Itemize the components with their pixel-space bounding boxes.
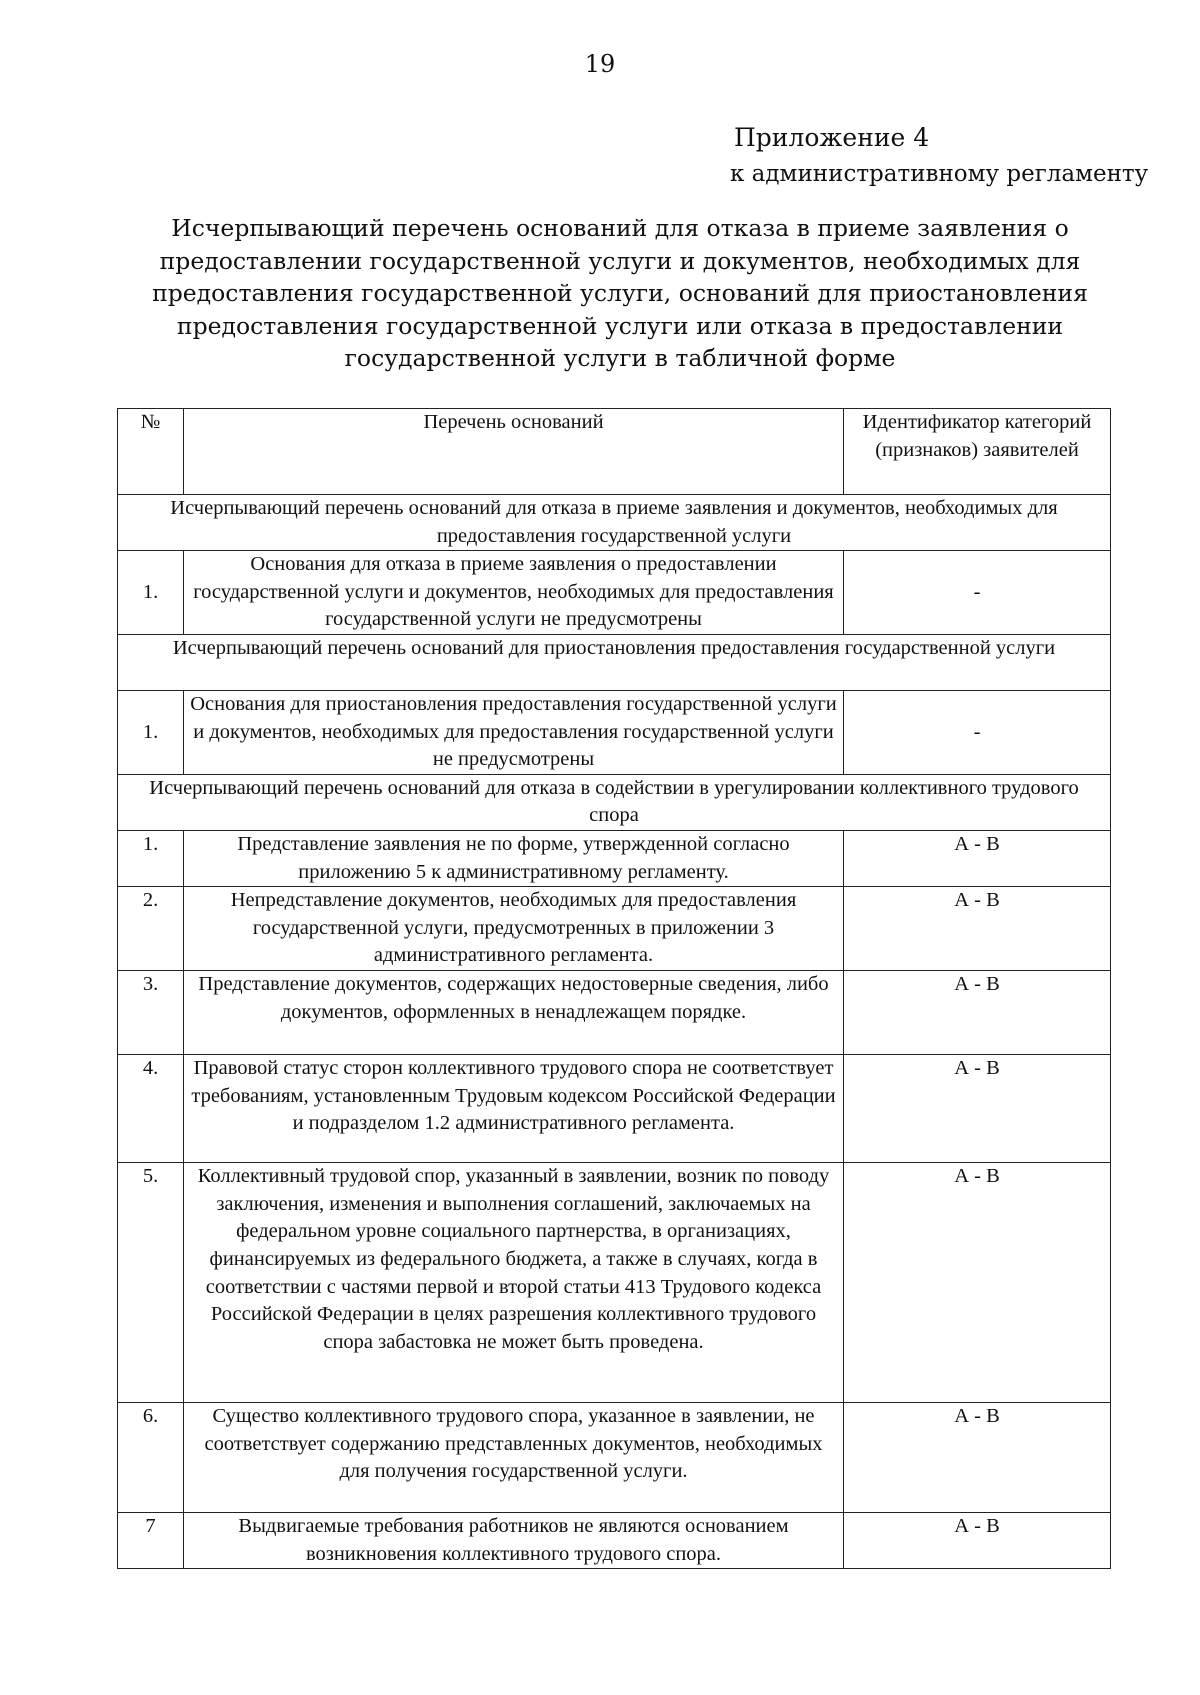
section-heading: Исчерпывающий перечень оснований для приостановления предоставления государственной услуги xyxy=(118,634,1111,690)
row-reason-text: Представление документов, содержащих недостоверные сведения, либо документов, оформленных в ненадлежащем порядке. xyxy=(184,971,844,1055)
table-row xyxy=(118,551,1111,635)
table-header-row xyxy=(118,409,1111,495)
row-applicant-identifier: А - В xyxy=(844,1163,1111,1403)
table-row xyxy=(118,1163,1111,1403)
row-applicant-identifier: А - В xyxy=(844,1055,1111,1163)
row-number: 1. xyxy=(118,551,184,635)
row-number: 2. xyxy=(118,887,184,971)
row-reason-text: Существо коллективного трудового спора, указанное в заявлении, не соответствует содержанию представленных документов, необходимых для получения государственной услуги. xyxy=(184,1403,844,1513)
row-reason-text: Непредставление документов, необходимых для предоставления государственной услуги, предусмотренных в приложении 3 административного регламента. xyxy=(184,887,844,971)
header-reasons: Перечень оснований xyxy=(184,409,844,495)
section-heading-row xyxy=(118,495,1111,551)
table-row xyxy=(118,1403,1111,1513)
page-number: 19 xyxy=(584,50,616,78)
document-title: Исчерпывающий перечень оснований для отказа в приеме заявления о предоставлении государственной услуги и документов, необходимых для предоставления государственной услуги, оснований для приостановления предоставления государственной услуги или отказа в предоставлении государственной услуги в табличной форме xyxy=(152,214,1088,372)
row-reason-text: Представление заявления не по форме, утвержденной согласно приложению 5 к административному регламенту. xyxy=(184,830,844,886)
row-applicant-identifier: А - В xyxy=(844,1403,1111,1513)
section-heading-row xyxy=(118,634,1111,690)
row-number: 1. xyxy=(118,690,184,774)
section-heading: Исчерпывающий перечень оснований для отказа в содействии в урегулировании коллективного трудового спора xyxy=(118,774,1111,830)
row-reason-text: Правовой статус сторон коллективного трудового спора не соответствует требованиям, установленным Трудовым кодексом Российской Федерации и подразделом 1.2 административного регламента. xyxy=(184,1055,844,1163)
row-number: 3. xyxy=(118,971,184,1055)
table-row xyxy=(118,690,1111,774)
header-num: № xyxy=(118,409,184,495)
section-heading-row xyxy=(118,774,1111,830)
row-reason-text: Коллективный трудовой спор, указанный в заявлении, возник по поводу заключения, изменения и выполнения соглашений, заключаемых на федеральном уровне социального партнерства, в организациях, финансируемых из федерального бюджета, а также в случаях, когда в соответствии с частями первой и второй статьи 413 Трудового кодекса Российской Федерации в целях разрешения коллективного трудового спора забастовка не может быть проведена. xyxy=(184,1163,844,1403)
table-row xyxy=(118,1055,1111,1163)
row-applicant-identifier: А - В xyxy=(844,887,1111,971)
table-row xyxy=(118,830,1111,886)
header-identifier: Идентификатор категорий (признаков) заявителей xyxy=(844,409,1111,495)
row-applicant-identifier: А - В xyxy=(844,830,1111,886)
row-number: 4. xyxy=(118,1055,184,1163)
appendix-caption xyxy=(730,120,1170,192)
table-row xyxy=(118,887,1111,971)
appendix-reference: к административному регламенту xyxy=(730,161,1149,187)
row-applicant-identifier: А - В xyxy=(844,971,1111,1055)
row-reason-text: Выдвигаемые требования работников не являются основанием возникновения коллективного трудового спора. xyxy=(184,1513,844,1569)
row-reason-text: Основания для отказа в приеме заявления о предоставлении государственной услуги и документов, необходимых для предоставления государственной услуги не предусмотрены xyxy=(184,551,844,635)
row-number: 6. xyxy=(118,1403,184,1513)
table-row xyxy=(118,971,1111,1055)
row-number: 7 xyxy=(118,1513,184,1569)
table-row xyxy=(118,1513,1111,1569)
appendix-number: Приложение 4 xyxy=(734,123,930,152)
row-applicant-identifier: А - В xyxy=(844,1513,1111,1569)
row-reason-text: Основания для приостановления предоставления государственной услуги и документов, необходимых для предоставления государственной услуги не предусмотрены xyxy=(184,690,844,774)
section-heading: Исчерпывающий перечень оснований для отказа в приеме заявления и документов, необходимых для предоставления государственной услуги xyxy=(118,495,1111,551)
row-number: 5. xyxy=(118,1163,184,1403)
reasons-table xyxy=(117,408,1111,1569)
row-applicant-identifier: - xyxy=(844,690,1111,774)
row-number: 1. xyxy=(118,830,184,886)
row-applicant-identifier: - xyxy=(844,551,1111,635)
